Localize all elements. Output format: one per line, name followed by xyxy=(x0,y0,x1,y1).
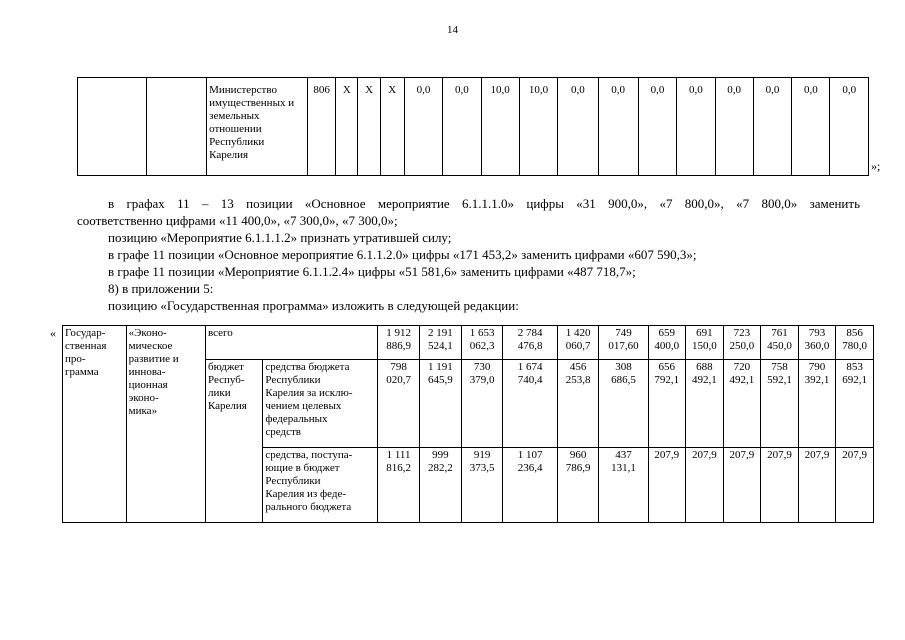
value-cell: 0,0 xyxy=(558,78,598,176)
federal-funds-value: 207,9 xyxy=(836,448,874,523)
total-value: 749 017,60 xyxy=(599,326,648,360)
federal-funds-value: 207,9 xyxy=(798,448,836,523)
paragraph-6: позицию «Государственная программа» изложить в следующей редакции: xyxy=(108,298,519,313)
paragraph-2: позицию «Мероприятие 6.1.1.1.2» признать утратившей силу; xyxy=(108,230,452,245)
own-funds-label-cell: средства бюджета Республики Карелия за исклю- чением целевых федеральных средств xyxy=(263,360,378,448)
own-funds-value: 853 692,1 xyxy=(836,360,874,448)
own-funds-value: 308 686,5 xyxy=(599,360,648,448)
program-table xyxy=(62,325,874,523)
total-value: 691 150,0 xyxy=(686,326,724,360)
value-cell: 0,0 xyxy=(830,78,869,176)
total-value: 856 780,0 xyxy=(836,326,874,360)
value-cell: 10,0 xyxy=(481,78,519,176)
total-value: 2 191 524,1 xyxy=(419,326,461,360)
own-funds-value: 1 191 645,9 xyxy=(419,360,461,448)
federal-funds-value: 207,9 xyxy=(723,448,761,523)
program-name-cell: «Эконо- мическое развитие и иннова- ционная эконо- мика» xyxy=(126,326,205,523)
total-value: 723 250,0 xyxy=(723,326,761,360)
total-value: 1 653 062,3 xyxy=(461,326,503,360)
program-type-cell: Государ- ственная про- грамма xyxy=(63,326,127,523)
federal-funds-value: 207,9 xyxy=(686,448,724,523)
federal-funds-value: 437 131,1 xyxy=(599,448,648,523)
total-value: 1 912 886,9 xyxy=(378,326,420,360)
own-funds-value: 656 792,1 xyxy=(648,360,686,448)
paragraph-1-cont: соответственно цифрами «11 400,0», «7 300,0», «7 300,0»; xyxy=(77,213,398,228)
empty-cell xyxy=(146,78,207,176)
value-cell: 0,0 xyxy=(753,78,791,176)
own-funds-value: 730 379,0 xyxy=(461,360,503,448)
ministry-table xyxy=(77,77,869,176)
own-funds-value: 688 492,1 xyxy=(686,360,724,448)
empty-cell xyxy=(78,78,147,176)
table-row-total xyxy=(63,326,874,360)
federal-funds-value: 1 107 236,4 xyxy=(503,448,557,523)
budget-label-cell: бюджет Респуб- лики Карелия xyxy=(205,360,262,523)
page-number: 14 xyxy=(447,24,458,36)
total-value: 761 450,0 xyxy=(761,326,799,360)
value-cell: 0,0 xyxy=(715,78,753,176)
table-row xyxy=(78,78,869,176)
organization-cell: Министерство имущественных и земельных отношении Республики Карелия xyxy=(207,78,308,176)
closing-quote: »; xyxy=(871,159,881,173)
paragraph-1: в графах 11 – 13 позиции «Основное мероприятие 6.1.1.1.0» цифры «31 900,0», «7 800,0», «7 800,0» заменить xyxy=(108,196,860,211)
value-cell: 0,0 xyxy=(677,78,715,176)
own-funds-value: 720 492,1 xyxy=(723,360,761,448)
paragraph-3: в графе 11 позиции «Основное мероприятие 6.1.1.2.0» цифры «171 453,2» заменить цифрами «607 590,3»; xyxy=(108,247,697,262)
federal-funds-value: 207,9 xyxy=(648,448,686,523)
federal-funds-label-cell: средства, поступа- ющие в бюджет Республики Карелия из феде- рального бюджета xyxy=(263,448,378,523)
own-funds-value: 758 592,1 xyxy=(761,360,799,448)
total-label-cell: всего xyxy=(205,326,377,360)
value-cell: 0,0 xyxy=(792,78,830,176)
paragraph-4: в графе 11 позиции «Мероприятие 6.1.1.2.4» цифры «51 581,6» заменить цифрами «487 718,7»; xyxy=(108,264,636,279)
federal-funds-value: 960 786,9 xyxy=(557,448,599,523)
federal-funds-value: 207,9 xyxy=(761,448,799,523)
value-cell: 0,0 xyxy=(404,78,442,176)
total-value: 2 784 476,8 xyxy=(503,326,557,360)
value-cell: 0,0 xyxy=(638,78,676,176)
total-value: 793 360,0 xyxy=(798,326,836,360)
own-funds-value: 798 020,7 xyxy=(378,360,420,448)
total-value: 659 400,0 xyxy=(648,326,686,360)
federal-funds-value: 999 282,2 xyxy=(419,448,461,523)
federal-funds-value: 919 373,5 xyxy=(461,448,503,523)
value-cell: 0,0 xyxy=(443,78,481,176)
x-cell: Х xyxy=(380,78,404,176)
x-cell: Х xyxy=(358,78,380,176)
value-cell: 10,0 xyxy=(519,78,557,176)
code-cell: 806 xyxy=(308,78,336,176)
own-funds-value: 456 253,8 xyxy=(557,360,599,448)
total-value: 1 420 060,7 xyxy=(557,326,599,360)
federal-funds-value: 1 111 816,2 xyxy=(378,448,420,523)
own-funds-value: 790 392,1 xyxy=(798,360,836,448)
paragraph-5: 8) в приложении 5: xyxy=(108,281,214,296)
value-cell: 0,0 xyxy=(598,78,638,176)
x-cell: Х xyxy=(336,78,358,176)
own-funds-value: 1 674 740,4 xyxy=(503,360,557,448)
opening-quote: « xyxy=(50,326,56,340)
